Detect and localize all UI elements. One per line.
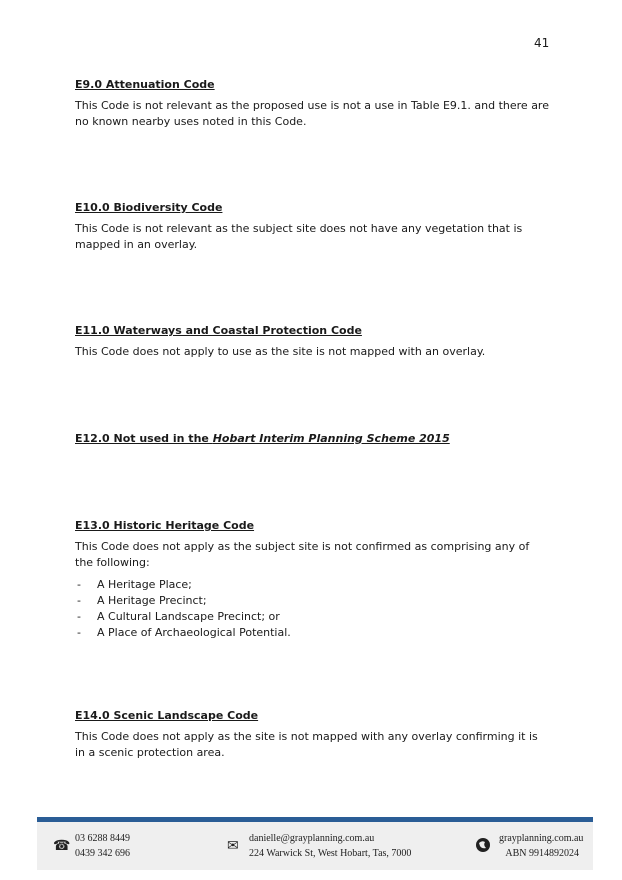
section-heading	[75, 432, 550, 445]
section-heading: E10.0 Biodiversity Code	[75, 201, 223, 214]
website-link[interactable]: grayplanning.com.au	[499, 833, 584, 844]
section-heading: E13.0 Historic Heritage Code	[75, 519, 255, 532]
section-body: This Code is not relevant as the proposed use is not a use in Table E9.1. and there are no known nearby uses noted in this Code.	[75, 99, 549, 128]
dash-marker: -	[77, 578, 81, 591]
footer-phones	[75, 831, 130, 861]
section-e9	[75, 78, 550, 130]
list-item-text: A Heritage Place;	[97, 578, 192, 591]
section-body: This Code does not apply as the site is not mapped with any overlay confirming it is in a scenic protection area.	[75, 730, 538, 759]
section-e14	[75, 709, 550, 761]
list-item-text: A Cultural Landscape Precinct; or	[97, 610, 280, 623]
section-heading: E14.0 Scenic Landscape Code	[75, 709, 259, 722]
footer	[37, 822, 593, 870]
section-body: This Code does not apply to use as the site is not mapped with an overlay.	[75, 345, 486, 358]
section-body: This Code does not apply as the subject site is not confirmed as comprising any of the following:	[75, 540, 530, 569]
globe-icon	[475, 837, 491, 858]
section-e11	[75, 324, 550, 360]
phone-icon: ☎	[53, 839, 71, 854]
section-heading: E11.0 Waterways and Coastal Protection Code	[75, 324, 362, 337]
footer-contact	[249, 831, 411, 861]
abn: ABN 9914892024	[505, 848, 579, 859]
list-item	[75, 593, 550, 609]
dash-marker: -	[77, 626, 81, 639]
phone-1: 03 6288 8449	[75, 833, 130, 844]
section-e12	[75, 432, 550, 452]
heading-text: E12.0 Not used in the	[75, 432, 213, 445]
list-item	[75, 577, 550, 593]
section-heading: E9.0 Attenuation Code	[75, 78, 215, 91]
address: 224 Warwick St, West Hobart, Tas, 7000	[249, 848, 412, 859]
list-item	[75, 609, 550, 625]
section-body: This Code is not relevant as the subject site does not have any vegetation that is mapped in an overlay.	[75, 222, 523, 251]
dash-marker: -	[77, 594, 81, 607]
email-link[interactable]: danielle@grayplanning.com.au	[249, 833, 375, 844]
list-item-text: A Heritage Precinct;	[97, 594, 207, 607]
list-item	[75, 625, 550, 641]
scheme-title: Hobart Interim Planning Scheme 2015	[212, 432, 450, 445]
phone-2: 0439 342 696	[75, 848, 130, 859]
section-e13	[75, 519, 550, 641]
mail-icon: ✉	[227, 839, 239, 854]
footer-web	[499, 831, 584, 861]
dash-marker: -	[77, 610, 81, 623]
section-e10	[75, 201, 550, 253]
list-item-text: A Place of Archaeological Potential.	[97, 626, 291, 639]
page-number: 41	[534, 36, 550, 50]
heritage-list	[75, 577, 550, 641]
